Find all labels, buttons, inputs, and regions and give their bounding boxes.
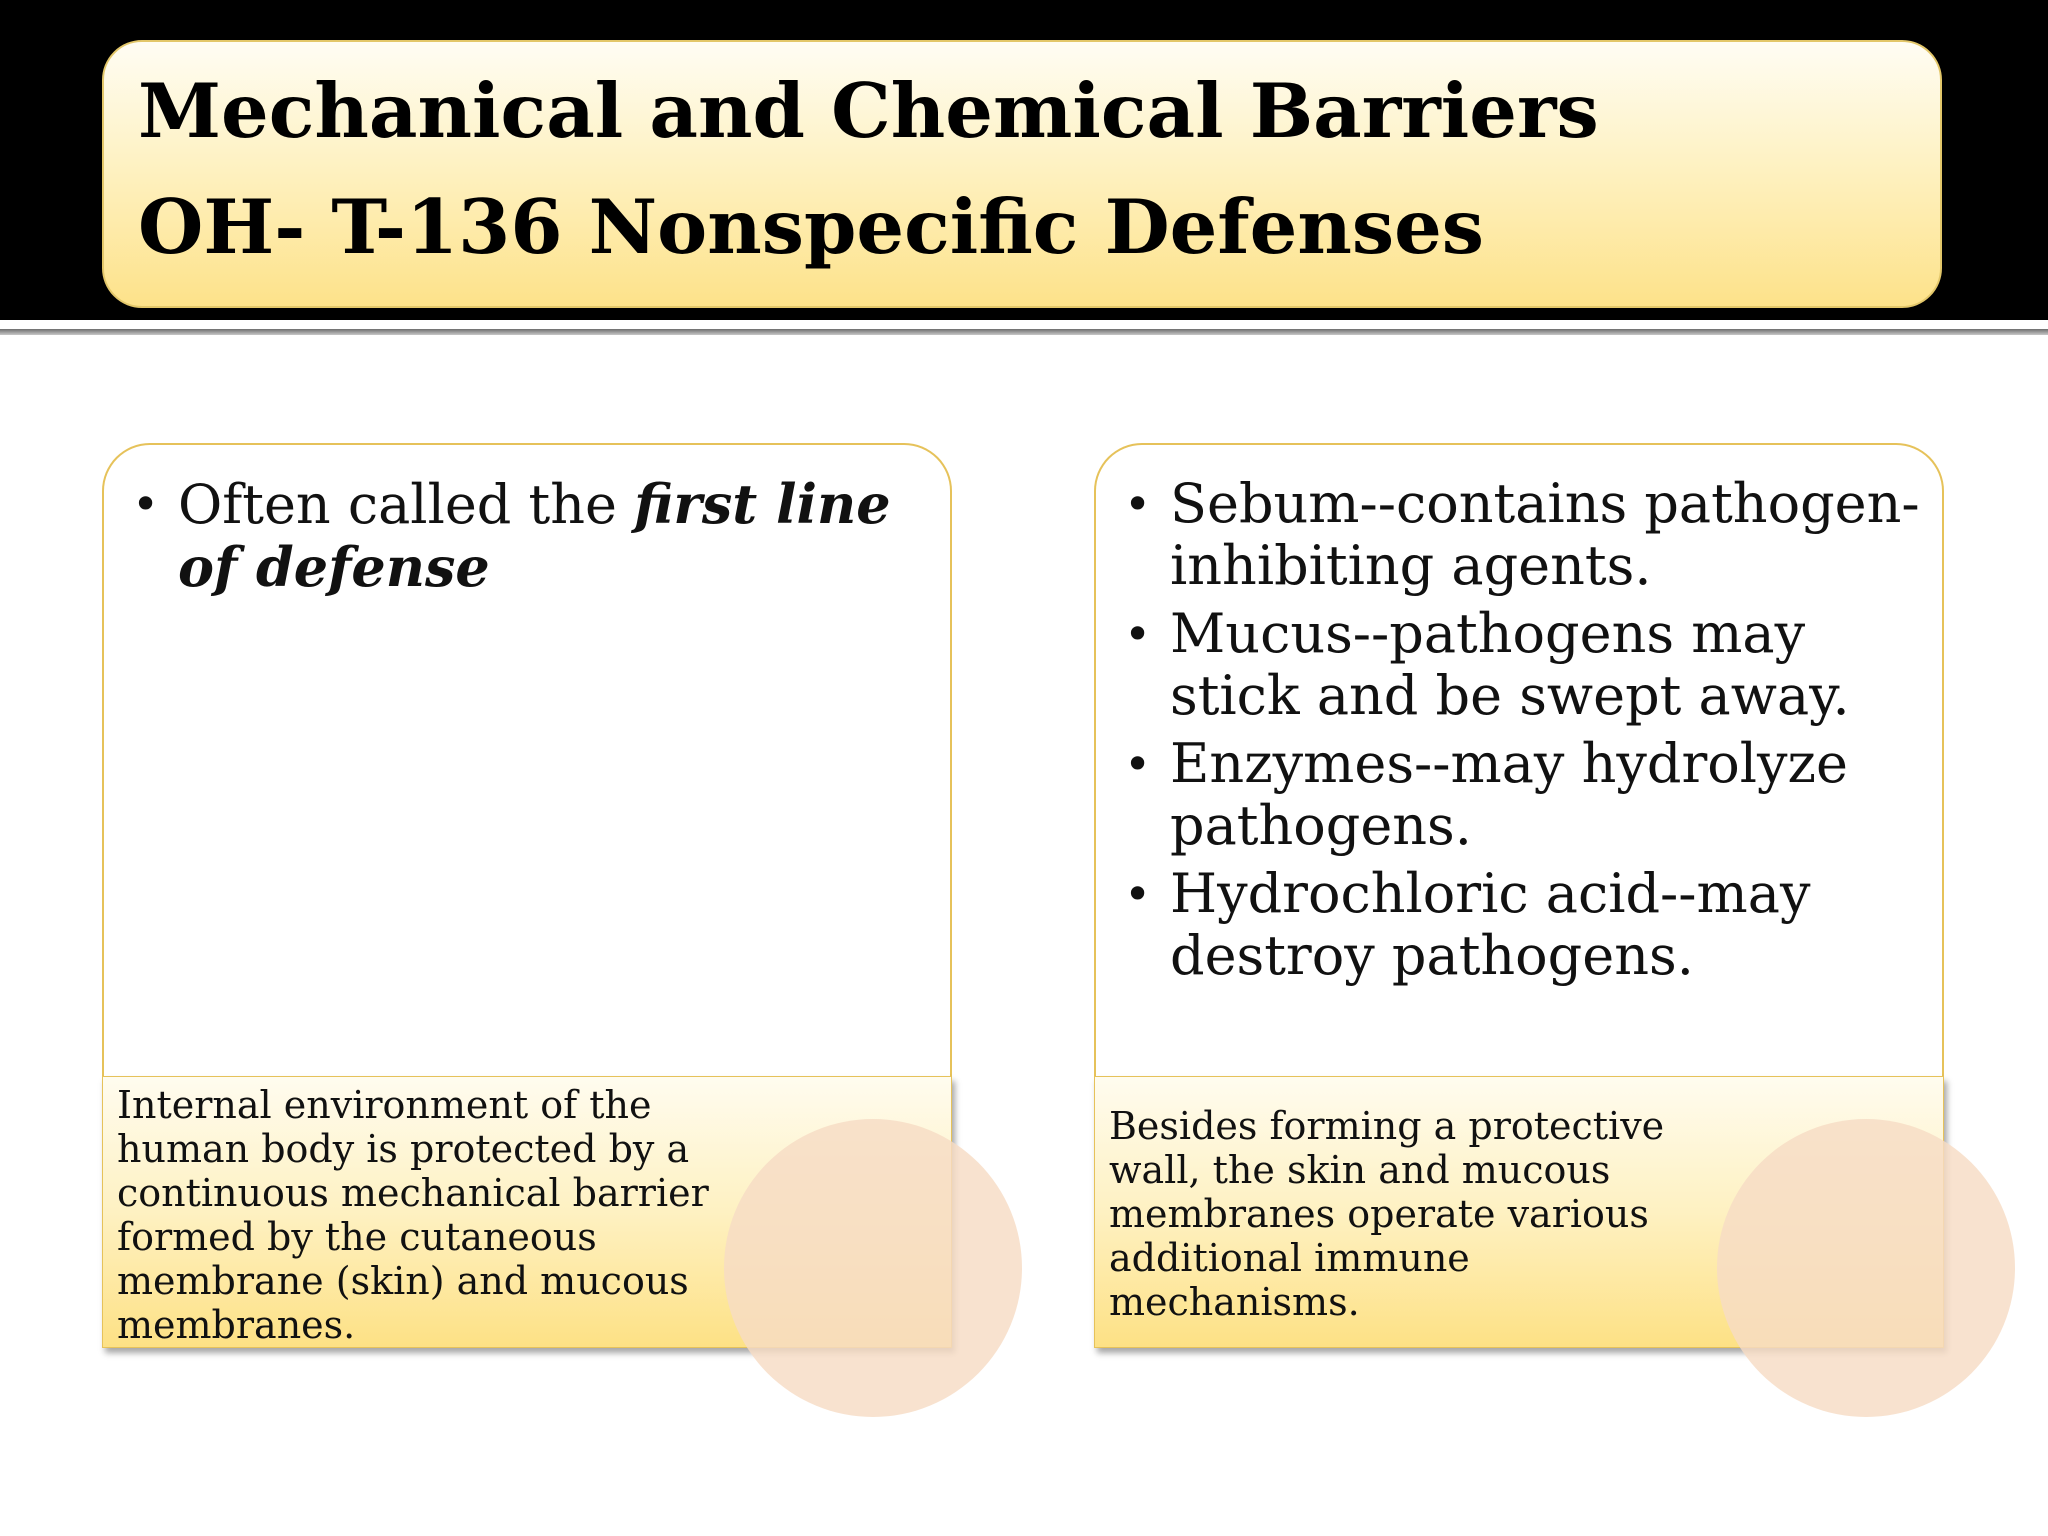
list-item [1120, 473, 1922, 597]
bullet-text: Sebum--contains pathogen-inhibiting agents. [1170, 472, 1920, 597]
slide-title: Mechanical and Chemical Barriers [138, 67, 1599, 155]
right-card [1094, 443, 1944, 1076]
bullet-text: Often called the [178, 473, 635, 536]
list-item [1120, 863, 1922, 987]
right-bullet-list [1120, 473, 1922, 993]
decorative-circle-icon [1717, 1119, 2015, 1417]
bullet-text: Mucus--pathogens may stick and be swept away. [1170, 602, 1850, 727]
list-item [1120, 603, 1922, 727]
header-divider [0, 329, 2048, 335]
bullet-icon: • [1124, 477, 1152, 531]
bullet-emphasis: first line of defense [178, 472, 891, 599]
left-bullet-list [128, 473, 930, 605]
bullet-icon: • [132, 477, 160, 531]
list-item [128, 473, 930, 599]
bullet-icon: • [1124, 867, 1152, 921]
decorative-circle-icon [724, 1119, 1022, 1417]
right-caption-text: Besides forming a protective wall, the skin and mucous membranes operate various additional immune mechanisms. [1109, 1104, 1665, 1324]
left-caption-text: Internal environment of the human body is protected by a continuous mechanical barrier formed by the cutaneous membrane (skin) and mucous membranes. [117, 1083, 709, 1347]
left-card [102, 443, 952, 1076]
bullet-text: Enzymes--may hydrolyze pathogens. [1170, 732, 1848, 857]
bullet-icon: • [1124, 737, 1152, 791]
bullet-text: Hydrochloric acid--may destroy pathogens. [1170, 862, 1811, 987]
bullet-icon: • [1124, 607, 1152, 661]
list-item [1120, 733, 1922, 857]
slide-subtitle: OH- T-136 Nonspecific Defenses [138, 183, 1485, 271]
